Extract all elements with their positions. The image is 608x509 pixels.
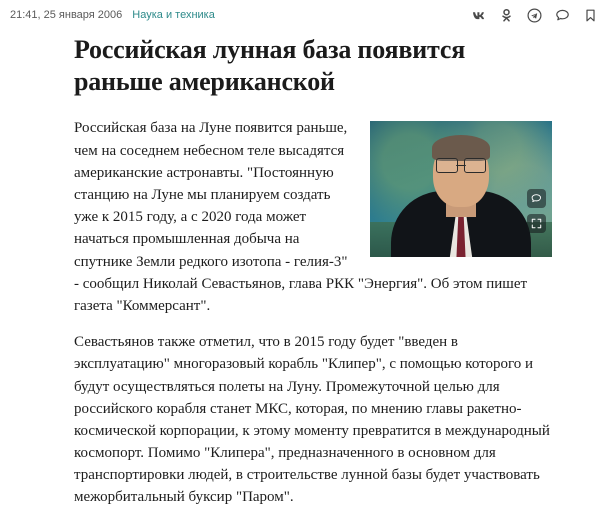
- article-rubric-link[interactable]: Наука и техника: [132, 9, 215, 21]
- share-bar: [471, 0, 598, 30]
- bookmark-icon[interactable]: [583, 8, 598, 23]
- article-figure: [370, 121, 552, 257]
- article-meta: [0, 9, 215, 21]
- vk-share-icon[interactable]: [471, 8, 486, 23]
- article-paragraph: Севастьянов также отметил, что в 2015 году будет "введен в эксплуатацию" многоразовый корабль "Клипер", с помощью которого и будут осуществляться полеты на Луну. Промежуточной целью для российского корабля станет МКС, которая, по мнению главы ракетно-космической корпорации, к этому моменту превратится в международный космопорт. Помимо "Клипера", предназначенного в основном для транспортировки людей, в строительстве лунной базы будет участвовать межорбитальный буксир "Паром".: [74, 334, 550, 506]
- article-content: [74, 34, 552, 509]
- left-rail: [0, 0, 4, 440]
- telegram-share-icon[interactable]: [527, 8, 542, 23]
- photo-comment-icon[interactable]: [527, 189, 546, 208]
- article-timestamp: 21:41, 25 января 2006: [10, 9, 123, 21]
- article-photo[interactable]: [370, 121, 552, 257]
- photo-subject-glasses: [436, 158, 486, 171]
- article-body: [74, 117, 552, 508]
- photo-action-bar: [527, 189, 546, 233]
- article-paragraph: Российская база на Луне появится раньше, чем на соседнем небесном теле высадятся американские астронавты. "Постоянную станцию на Луне мы планируем создать уже к 2015 году, а с 2020 года может начаться промышленная добыча на спутнике Земли редкого изотопа - гелия-3" - сообщил Николай Севастьянов, глава РКК "Энергия". Об этом пишет газета "Коммерсант".: [74, 120, 528, 314]
- top-bar: [0, 0, 608, 30]
- photo-expand-icon[interactable]: [527, 214, 546, 233]
- odnoklassniki-share-icon[interactable]: [499, 8, 514, 23]
- comments-icon[interactable]: [555, 8, 570, 23]
- page-title: Российская лунная база появится раньше американской: [74, 35, 466, 96]
